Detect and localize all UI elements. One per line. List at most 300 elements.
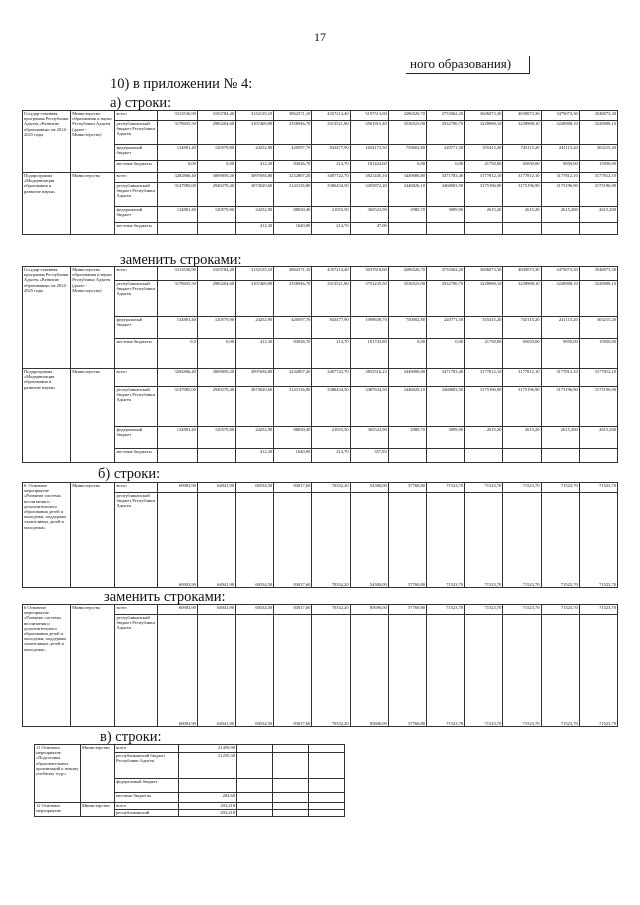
table-c-original-rows: [22, 482, 618, 588]
amount-cell: 4357214,40: [312, 267, 350, 281]
amount-cell: 15950,00: [579, 161, 617, 173]
amount-cell: 241115,20: [541, 145, 579, 161]
amount-cell: 4286526,70: [388, 267, 426, 281]
amount-cell: 420597,70: [274, 317, 312, 339]
table-row: [23, 173, 618, 183]
amount-cell: 3177812,10: [503, 173, 541, 183]
empty-cell: [237, 753, 273, 779]
amount-cell: 3132135,10: [236, 267, 274, 281]
amount-cell: [465, 223, 503, 235]
amount-cell: 204,60: [179, 793, 237, 803]
amount-cell: 3177812,10: [503, 369, 541, 387]
amount-cell: 3143136,80: [274, 387, 312, 427]
funding-source-cell: республиканский бюджет Республики Адыгея: [115, 183, 157, 207]
heading-v-rows: в) строки:: [100, 729, 162, 745]
amount-cell: 47,00: [350, 223, 388, 235]
funding-source-cell: федеральный бюджет: [115, 207, 157, 223]
amount-cell: 21459,90: [179, 745, 237, 753]
amount-cell: 3228908,10: [579, 281, 617, 317]
executor-cell: Министерство: [81, 745, 115, 803]
amount-cell: 54300,00: [350, 493, 388, 588]
amount-cell: 3175196,90: [503, 387, 541, 427]
amount-cell: 241115,20: [541, 317, 579, 339]
funding-source-cell: всего: [115, 111, 157, 121]
funding-source-cell: федеральный бюджет: [115, 779, 179, 793]
amount-cell: 3069859,20: [197, 173, 235, 183]
amount-cell: 3548073,30: [579, 267, 617, 281]
amount-cell: 3449006,80: [388, 369, 426, 387]
amount-cell: 134881,40: [157, 145, 197, 161]
amount-cell: 71523,70: [503, 605, 541, 615]
amount-cell: 0,00: [388, 161, 426, 173]
program-name-cell: Государ-ственная программа Республики Адыгея «Развитие образования» на 2014-2025 годы: [23, 267, 71, 369]
amount-cell: 2615,20: [503, 427, 541, 449]
amount-cell: 0,0: [157, 339, 197, 369]
amount-cell: 3175196,90: [579, 183, 617, 207]
table-row: [23, 483, 618, 493]
amount-cell: 9050,00: [541, 339, 579, 369]
amount-cell: 71523,70: [503, 615, 541, 727]
amount-cell: 3232807,20: [274, 369, 312, 387]
empty-cell: [309, 753, 345, 779]
amount-cell: 3862571,10: [274, 111, 312, 121]
amount-cell: 3513521,80: [312, 121, 350, 145]
funding-source-cell: всего: [115, 369, 157, 387]
table-row: [23, 267, 618, 281]
amount-cell: 3132135,10: [236, 111, 274, 121]
amount-cell: 71523,70: [426, 493, 464, 588]
amount-cell: 3407722,70: [312, 173, 350, 183]
amount-cell: 64941,90: [197, 483, 235, 493]
funding-source-cell: всего: [115, 173, 157, 183]
amount-cell: 3532790,70: [426, 121, 464, 145]
amount-cell: 21750,00: [465, 161, 503, 173]
amount-cell: [179, 779, 237, 793]
amount-cell: 3103784,40: [197, 111, 235, 121]
amount-cell: 83017,60: [274, 605, 312, 615]
amount-cell: 3107469,90: [236, 121, 274, 145]
empty-cell: [273, 810, 309, 817]
amount-cell: 357,83: [350, 449, 388, 463]
amount-cell: 220771,50: [426, 145, 464, 161]
amount-cell: [503, 223, 541, 235]
amount-cell: 750002,80: [388, 145, 426, 161]
amount-cell: 70332,20: [312, 493, 350, 588]
amount-cell: 3821445,10: [350, 173, 388, 183]
amount-cell: 420597,70: [274, 145, 312, 161]
executor-cell: Министерство: [81, 803, 115, 817]
amount-cell: 181743,80: [350, 339, 388, 369]
amount-cell: 3282866,40: [157, 369, 197, 387]
amount-cell: 3228908,10: [503, 281, 541, 317]
program-name-cell: Государ-ственная программа Республики Адыгея «Развитие образования» на 2014-2025 годы: [23, 111, 71, 173]
amount-cell: 412,30: [236, 161, 274, 173]
amount-cell: 70332,20: [312, 483, 350, 493]
executor-cell: Министерство образования и науки Республики Адыгея (далее - Министерство): [71, 267, 115, 369]
amount-cell: 0,00: [157, 161, 197, 173]
amount-cell: 21053,50: [312, 207, 350, 223]
previous-text-fragment: ного образования): [406, 56, 530, 74]
funding-source-cell: федеральный бюджет: [115, 317, 157, 339]
amount-cell: 2980,70: [388, 427, 426, 449]
amount-cell: 355415,20: [465, 317, 503, 339]
amount-cell: 1640,00: [274, 223, 312, 235]
amount-cell: 60534,50: [236, 493, 274, 588]
amount-cell: 3536523,90: [388, 281, 426, 317]
amount-cell: 88030,40: [274, 427, 312, 449]
amount-cell: 3177812,10: [541, 173, 579, 183]
amount-cell: 1640,00: [274, 449, 312, 463]
amount-cell: 3313536,90: [157, 111, 197, 121]
amount-cell: 83026,70: [274, 339, 312, 369]
empty-cell: [273, 793, 309, 803]
amount-cell: 2980,70: [388, 207, 426, 223]
amount-cell: 3228908,10: [541, 281, 579, 317]
amount-cell: 3177812,10: [465, 369, 503, 387]
amount-cell: 65050,00: [503, 339, 541, 369]
amount-cell: [388, 223, 426, 235]
funding-source-cell: республиканский бюджет Республики Адыгея: [115, 753, 179, 779]
amount-cell: 65050,00: [503, 161, 541, 173]
amount-cell: 134881,40: [157, 317, 197, 339]
amount-cell: 3753235,50: [350, 281, 388, 317]
amount-cell: 60534,50: [236, 605, 274, 615]
amount-cell: 71523,70: [503, 483, 541, 493]
amount-cell: 2615,20: [465, 207, 503, 223]
amount-cell: 1654173,50: [350, 145, 388, 161]
amount-cell: 3471783,40: [426, 173, 464, 183]
executor-cell: Министерство: [71, 369, 115, 463]
amount-cell: 750002,80: [388, 317, 426, 339]
empty-cell: [309, 779, 345, 793]
amount-cell: [157, 449, 197, 463]
amount-cell: 3143136,80: [274, 183, 312, 207]
table-row: [35, 803, 345, 810]
amount-cell: 3228908,10: [541, 121, 579, 145]
amount-cell: 3548073,30: [579, 111, 617, 121]
amount-cell: 3175196,90: [465, 183, 503, 207]
amount-cell: 2949279,40: [197, 183, 235, 207]
table-e-original-rows: [34, 744, 345, 817]
amount-cell: 3536523,90: [388, 121, 426, 145]
amount-cell: 71523,70: [465, 605, 503, 615]
amount-cell: 3455872,20: [350, 183, 388, 207]
funding-source-cell: местные бюджеты: [115, 223, 157, 235]
funding-source-cell: республиканский бюджет Республики Адыгея: [115, 615, 157, 727]
amount-cell: 3358946,70: [274, 121, 312, 145]
amount-cell: 3103784,40: [197, 267, 235, 281]
amount-cell: 2615,200: [541, 427, 579, 449]
program-name-cell: 6. Основное мероприятие «Развитие системы воспитания и дополнительного образования детей и молодежи, поддержка талантливых детей и молодежи»: [23, 483, 71, 588]
amount-cell: 60534,50: [236, 615, 274, 727]
amount-cell: 4286526,70: [388, 111, 426, 121]
amount-cell: 3449006,80: [388, 173, 426, 183]
amount-cell: 412,30: [236, 449, 274, 463]
amount-cell: 83026,70: [274, 161, 312, 173]
amount-cell: 71523,70: [541, 605, 579, 615]
amount-cell: 24252,90: [236, 317, 274, 339]
amount-cell: 2615,200: [579, 207, 617, 223]
amount-cell: 3606073,30: [465, 111, 503, 121]
amount-cell: 3177812,10: [465, 173, 503, 183]
amount-cell: 3147985,00: [157, 387, 197, 427]
funding-source-cell: республиканский: [115, 810, 179, 817]
amount-cell: 3178655,50: [157, 281, 197, 317]
amount-cell: 3107469,90: [236, 281, 274, 317]
amount-cell: [579, 223, 617, 235]
amount-cell: 70332,20: [312, 605, 350, 615]
amount-cell: 365523,90: [350, 207, 388, 223]
amount-cell: 57760,80: [388, 493, 426, 588]
amount-cell: 24252,90: [236, 207, 274, 223]
amount-cell: 3753562,20: [426, 111, 464, 121]
amount-cell: 745115,20: [503, 317, 541, 339]
amount-cell: 2615,200: [579, 427, 617, 449]
table-row: [23, 111, 618, 121]
amount-cell: 0,00: [426, 161, 464, 173]
amount-cell: 120579,80: [197, 207, 235, 223]
empty-cell: [309, 793, 345, 803]
amount-cell: 3228908,10: [579, 121, 617, 145]
amount-cell: 3228908,10: [465, 281, 503, 317]
amount-cell: 3446026,10: [388, 183, 426, 207]
amount-cell: 4039073,30: [503, 111, 541, 121]
funding-source-cell: федеральный бюджет: [115, 145, 157, 161]
executor-cell: Министерство образования и науки Республики Адыгея (далее - Министерство): [71, 111, 115, 173]
amount-cell: 3099,90: [426, 427, 464, 449]
amount-cell: 3358946,70: [274, 281, 312, 317]
amount-cell: 15950,00: [579, 339, 617, 369]
amount-cell: 365523,90: [350, 427, 388, 449]
empty-cell: [309, 810, 345, 817]
amount-cell: 303215,20: [579, 317, 617, 339]
amount-cell: 3177812,10: [541, 369, 579, 387]
funding-source-cell: республиканский бюджет Республики Адыгея: [115, 281, 157, 317]
heading-a-rows: а) строки:: [110, 95, 172, 111]
empty-cell: [237, 803, 273, 810]
amount-cell: 4039073,30: [503, 267, 541, 281]
amount-cell: 21053,50: [312, 427, 350, 449]
empty-cell: [237, 810, 273, 817]
amount-cell: 3097694,80: [236, 173, 274, 183]
amount-cell: 214,70: [312, 449, 350, 463]
table-row: [23, 605, 618, 615]
funding-source-cell: местные бюджеты: [115, 449, 157, 463]
page-number: 17: [314, 30, 326, 44]
amount-cell: 4357214,40: [312, 111, 350, 121]
amount-cell: 83017,60: [274, 615, 312, 727]
amount-cell: 60003,90: [157, 615, 197, 727]
amount-cell: 60534,50: [236, 483, 274, 493]
amount-cell: 71523,70: [465, 483, 503, 493]
amount-cell: 3386434,50: [312, 387, 350, 427]
amount-cell: 120579,80: [197, 317, 235, 339]
amount-cell: 88030,40: [274, 207, 312, 223]
amount-cell: 3487634,50: [350, 387, 388, 427]
amount-cell: 3069859,20: [197, 369, 235, 387]
amount-cell: 3097694,80: [236, 369, 274, 387]
amount-cell: 3853516,23: [350, 369, 388, 387]
amount-cell: 3479073,30: [541, 267, 579, 281]
program-name-cell: 12 Основное мероприятие: [35, 803, 81, 817]
amount-cell: 214,70: [312, 223, 350, 235]
amount-cell: 3606073,30: [465, 267, 503, 281]
amount-cell: 181424,60: [350, 161, 388, 173]
amount-cell: 71523,70: [579, 493, 617, 588]
empty-cell: [273, 779, 309, 793]
amount-cell: 21255,30: [179, 753, 237, 779]
amount-cell: 2949279,40: [197, 387, 235, 427]
amount-cell: 83017,60: [274, 483, 312, 493]
amount-cell: 355415,20: [465, 145, 503, 161]
amount-cell: 3175196,90: [541, 183, 579, 207]
amount-cell: 0,00: [197, 339, 235, 369]
funding-source-cell: республиканский бюджет Республики Адыгея: [115, 493, 157, 588]
amount-cell: 85696,00: [350, 615, 388, 727]
amount-cell: 83017,60: [274, 493, 312, 588]
amount-cell: 3313536,90: [157, 267, 197, 281]
funding-source-cell: всего: [115, 267, 157, 281]
amount-cell: 71523,70: [541, 483, 579, 493]
amount-cell: [579, 449, 617, 463]
executor-cell: Министерство: [71, 605, 115, 727]
amount-cell: 3228908,10: [465, 121, 503, 145]
executor-cell: Министерство: [71, 483, 115, 588]
empty-cell: [309, 803, 345, 810]
amount-cell: 3175196,90: [465, 387, 503, 427]
amount-cell: 745115,20: [503, 145, 541, 161]
empty-cell: [273, 803, 309, 810]
table-a-original-rows: [22, 110, 618, 235]
amount-cell: 203,218: [179, 803, 237, 810]
funding-source-cell: местные бюджеты: [115, 161, 157, 173]
amount-cell: 3862571,10: [274, 267, 312, 281]
amount-cell: 2615,200: [541, 207, 579, 223]
program-name-cell: 6 Основное мероприятие «Развитие системы воспитания и дополнительного образования детей и молодежи, поддержка талантливых детей и молодежи»: [23, 605, 71, 727]
amount-cell: 64941,90: [197, 493, 235, 588]
amount-cell: 71523,70: [503, 493, 541, 588]
amount-cell: 5037618,60: [350, 267, 388, 281]
amount-cell: 412,30: [236, 339, 274, 369]
amount-cell: [197, 223, 235, 235]
empty-cell: [237, 745, 273, 753]
funding-source-cell: местные бюджеты: [115, 793, 179, 803]
amount-cell: 3073029,60: [236, 387, 274, 427]
amount-cell: 120579,80: [197, 427, 235, 449]
amount-cell: 3232807,20: [274, 173, 312, 183]
amount-cell: 3099,90: [426, 207, 464, 223]
amount-cell: 220771,50: [426, 317, 464, 339]
amount-cell: 3468683,50: [426, 183, 464, 207]
amount-cell: [157, 223, 197, 235]
amount-cell: 3468683,50: [426, 387, 464, 427]
amount-cell: 0,00: [426, 339, 464, 369]
amount-cell: 9050,00: [541, 161, 579, 173]
amount-cell: 24252,90: [236, 145, 274, 161]
amount-cell: [541, 449, 579, 463]
amount-cell: 24252,90: [236, 427, 274, 449]
amount-cell: 3175196,90: [503, 183, 541, 207]
amount-cell: 0,00: [197, 161, 235, 173]
amount-cell: 60903,90: [157, 493, 197, 588]
amount-cell: 3073029,60: [236, 183, 274, 207]
amount-cell: 71523,70: [579, 605, 617, 615]
amount-cell: 843477,90: [312, 317, 350, 339]
heading-replace-1: заменить строками:: [120, 252, 242, 268]
amount-cell: [426, 223, 464, 235]
funding-source-cell: всего: [115, 745, 179, 753]
funding-source-cell: всего: [115, 605, 157, 615]
amount-cell: [541, 223, 579, 235]
amount-cell: 71523,70: [426, 483, 464, 493]
amount-cell: 64941,90: [197, 605, 235, 615]
amount-cell: 71523,70: [579, 615, 617, 727]
amount-cell: 412,30: [236, 223, 274, 235]
table-d-replacement-rows: [22, 604, 618, 727]
amount-cell: 71523,70: [541, 493, 579, 588]
amount-cell: 3471783,40: [426, 369, 464, 387]
amount-cell: 2615,20: [503, 207, 541, 223]
funding-source-cell: всего: [115, 483, 157, 493]
amount-cell: 71523,70: [426, 615, 464, 727]
amount-cell: 57760,80: [388, 615, 426, 727]
amount-cell: 120579,80: [197, 145, 235, 161]
amount-cell: 2615,20: [465, 427, 503, 449]
amount-cell: 60903,90: [157, 483, 197, 493]
empty-cell: [273, 753, 309, 779]
amount-cell: 3178655,50: [157, 121, 197, 145]
funding-source-cell: федеральный бюджет: [115, 427, 157, 449]
amount-cell: 70332,20: [312, 615, 350, 727]
amount-cell: 3175196,90: [541, 387, 579, 427]
amount-cell: 85696,00: [350, 605, 388, 615]
amount-cell: 134881,40: [157, 427, 197, 449]
amount-cell: 214,70: [312, 339, 350, 369]
amount-cell: 64941,90: [197, 615, 235, 727]
amount-cell: 54300,00: [350, 483, 388, 493]
amount-cell: 134881,40: [157, 207, 197, 223]
empty-cell: [273, 745, 309, 753]
executor-cell: Министерство: [71, 173, 115, 235]
amount-cell: 203,218: [179, 810, 237, 817]
heading-b-rows: б) строки:: [98, 466, 161, 482]
amount-cell: 3446026,10: [388, 387, 426, 427]
amount-cell: 3386434,50: [312, 183, 350, 207]
amount-cell: 3753562,20: [426, 267, 464, 281]
amount-cell: 3147985,00: [157, 183, 197, 207]
heading-replace-2: заменить строками:: [104, 589, 226, 605]
amount-cell: 303215,20: [579, 145, 617, 161]
amount-cell: 71523,70: [541, 615, 579, 727]
amount-cell: 3561915,40: [350, 121, 388, 145]
funding-source-cell: республиканский бюджет Республики Адыгея: [115, 121, 157, 145]
program-name-cell: 11 Основное мероприятие «Подготовка образовательных организаций к новому учебному году»: [35, 745, 81, 803]
amount-cell: 71523,70: [579, 483, 617, 493]
empty-cell: [237, 793, 273, 803]
amount-cell: 2983204,60: [197, 121, 235, 145]
amount-cell: [503, 449, 541, 463]
funding-source-cell: республиканский бюджет Республики Адыгея: [115, 387, 157, 427]
amount-cell: [426, 449, 464, 463]
table-b-replacement-rows: [22, 266, 618, 463]
funding-source-cell: всего: [115, 803, 179, 810]
funding-source-cell: местные бюджеты: [115, 339, 157, 369]
amount-cell: 3282866,40: [157, 173, 197, 183]
table-row: [35, 745, 345, 753]
amount-cell: 3479073,30: [541, 111, 579, 121]
amount-cell: 214,70: [312, 161, 350, 173]
amount-cell: 843477,90: [312, 145, 350, 161]
